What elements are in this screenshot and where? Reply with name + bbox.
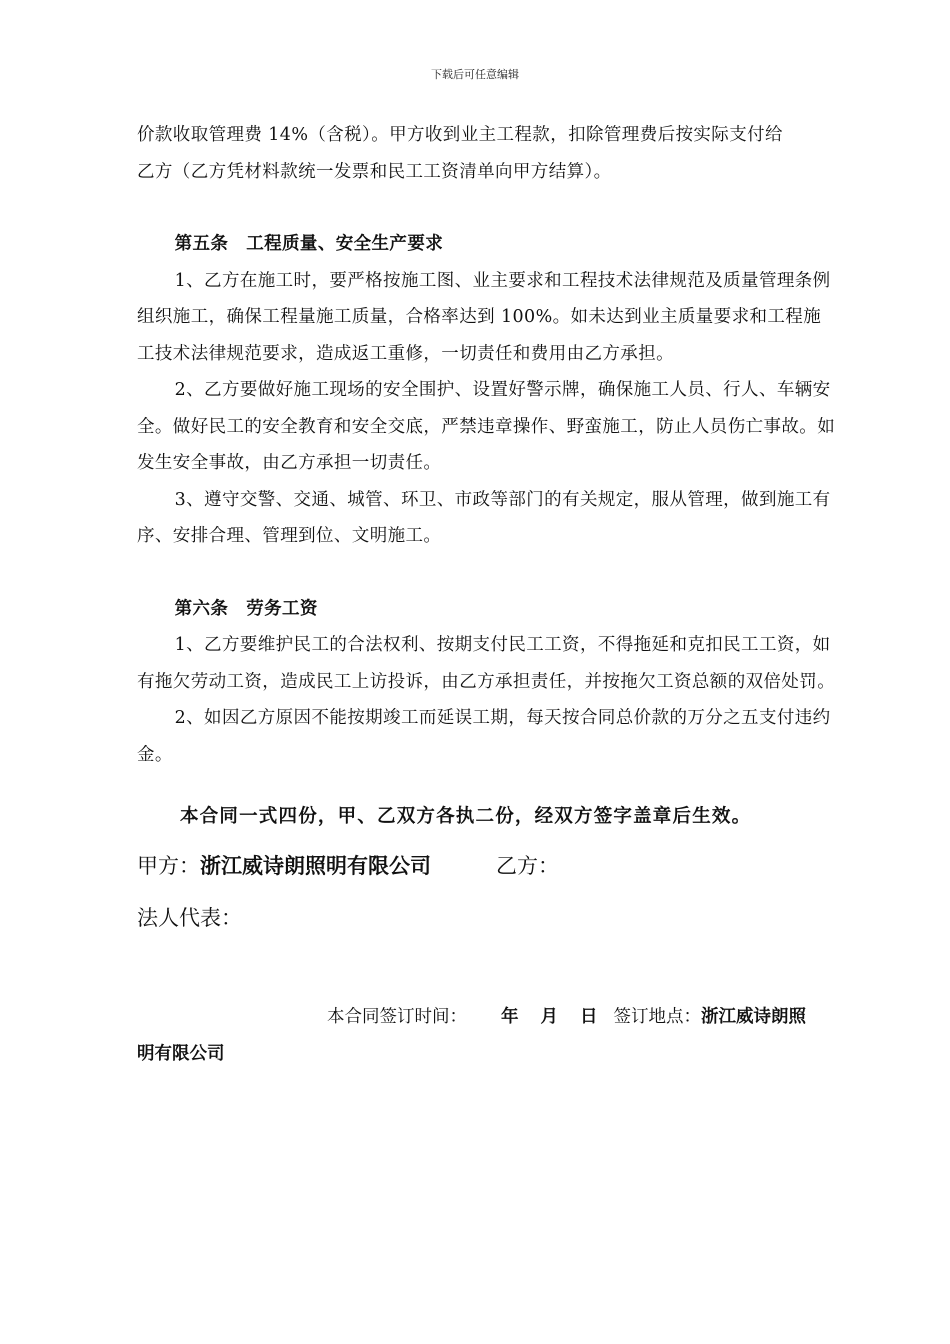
signing-place-label: 签订地点：: [613, 1007, 701, 1027]
signing-day: 日: [580, 1007, 598, 1027]
spacer: [137, 190, 837, 226]
legal-representative-label: 法人代表：: [137, 906, 242, 930]
party-a-line: [137, 850, 431, 880]
article-6-clause-2: 2、如因乙方原因不能按期竣工而延误工期，每天按合同总价款的万分之五支付违约金。: [137, 708, 831, 765]
contract-body: [137, 117, 837, 773]
signing-time-label: 本合同签订时间：: [327, 1007, 467, 1027]
party-a-company: 浙江威诗朗照明有限公司: [200, 854, 431, 878]
signing-place-part-2: 明有限公司: [137, 1044, 225, 1064]
article-6-clause-1: 1、乙方要维护民工的合法权利、按期支付民工工资，不得拖延和克扣民工工资，如有拖欠劳动工资，造成民工上访投诉，由乙方承担责任，并按拖欠工资总额的双倍处罚。: [137, 635, 836, 692]
closing-statement: 本合同一式四份，甲、乙双方各执二份，经双方签字盖章后生效。: [180, 806, 752, 827]
signing-line: [327, 1003, 806, 1028]
article-5-clause-1: 1、乙方在施工时，要严格按施工图、业主要求和工程技术法律规范及质量管理条例组织施工，确保工程量施工质量，合格率达到 100%。如未达到业主质量要求和工程施工技术法律规范要求，造成返工重修，一切责任和费用由乙方承担。: [137, 270, 831, 364]
party-a-label: 甲方：: [137, 854, 200, 878]
intro-line-1: 价款收取管理费 14%（含税）。甲方收到业主工程款，扣除管理费后按实际支付给: [137, 125, 783, 145]
party-b-label: 乙方：: [496, 854, 559, 878]
header-note: 下载后可任意编辑: [431, 68, 519, 81]
article-5-clause-3: 3、遵守交警、交通、城管、环卫、市政等部门的有关规定，服从管理，做到施工有序、安排合理、管理到位、文明施工。: [137, 489, 831, 546]
signing-year: 年: [501, 1007, 519, 1027]
signing-place-part-1: 浙江威诗朗照: [701, 1007, 806, 1027]
intro-line-2: 乙方（乙方凭材料款统一发票和民工工资清单向甲方结算）。: [137, 161, 612, 182]
spacer: [137, 555, 837, 591]
article-6-heading: 第六条 劳务工资: [174, 598, 318, 619]
article-5-heading: 第五条 工程质量、安全生产要求: [174, 234, 444, 254]
article-5-clause-2: 2、乙方要做好施工现场的安全围护、设置好警示牌，确保施工人员、行人、车辆安全。做好民工的安全教育和安全交底，严禁违章操作、野蛮施工，防止人员伤亡事故。如发生安全事故，由乙方承担一切责任。: [137, 380, 836, 473]
signing-month: 月: [540, 1007, 558, 1027]
